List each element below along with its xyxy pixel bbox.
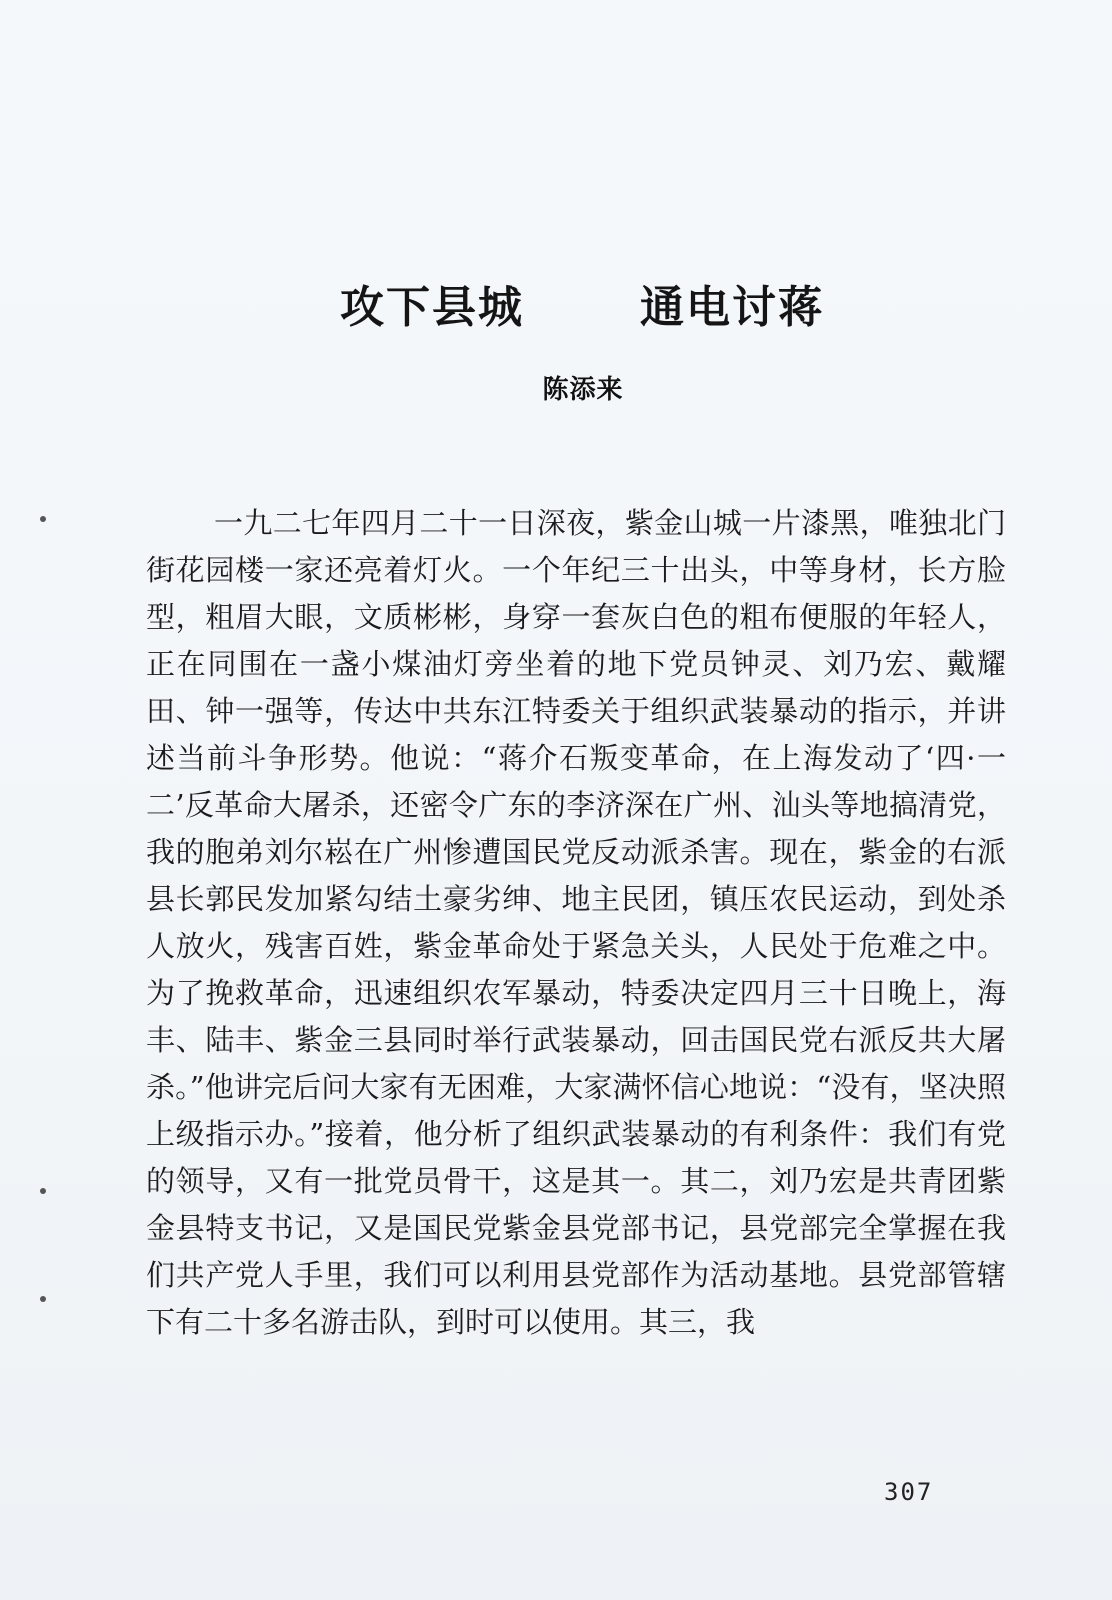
page-title (0, 278, 1112, 338)
margin-mark (40, 1188, 46, 1194)
author-name: 陈添来 (542, 375, 624, 405)
margin-mark (40, 1296, 46, 1302)
margin-mark (40, 516, 46, 522)
title-part-1: 攻下县城 (340, 282, 524, 333)
title-part-2: 通电讨蒋 (640, 282, 824, 333)
page-number: 307 (884, 1478, 934, 1506)
body-paragraph: 一九二七年四月二十一日深夜，紫金山城一片漆黑，唯独北门街花园楼一家还亮着灯火。一个年纪三十出头，中等身材，长方脸型，粗眉大眼，文质彬彬，身穿一套灰白色的粗布便服的年轻人，正在同围在一盏小煤油灯旁坐着的地下党员钟灵、刘乃宏、戴耀田、钟一强等，传达中共东江特委关于组织武装暴动的指示，并讲述当前斗争形势。他说：“蒋介石叛变革命，在上海发动了‘四·一二’反革命大屠杀，还密令广东的李济深在广州、汕头等地搞清党，我的胞弟刘尔崧在广州惨遭国民党反动派杀害。现在，紫金的右派县长郭民发加紧勾结土豪劣绅、地主民团，镇压农民运动，到处杀人放火，残害百姓，紫金革命处于紧急关头，人民处于危难之中。为了挽救革命，迅速组织农军暴动，特委决定四月三十日晚上，海丰、陆丰、紫金三县同时举行武装暴动，回击国民党右派反共大屠杀。”他讲完后问大家有无困难，大家满怀信心地说：“没有，坚决照上级指示办。”接着，他分析了组织武装暴动的有利条件：我们有党的领导，又有一批党员骨干，这是其一。其二，刘乃宏是共青团紫金县特支书记，又是国民党紫金县党部书记，县党部完全掌握在我们共产党人手里，我们可以利用县党部作为活动基地。县党部管辖下有二十多名游击队，到时可以使用。其三，我 (146, 506, 1006, 1339)
